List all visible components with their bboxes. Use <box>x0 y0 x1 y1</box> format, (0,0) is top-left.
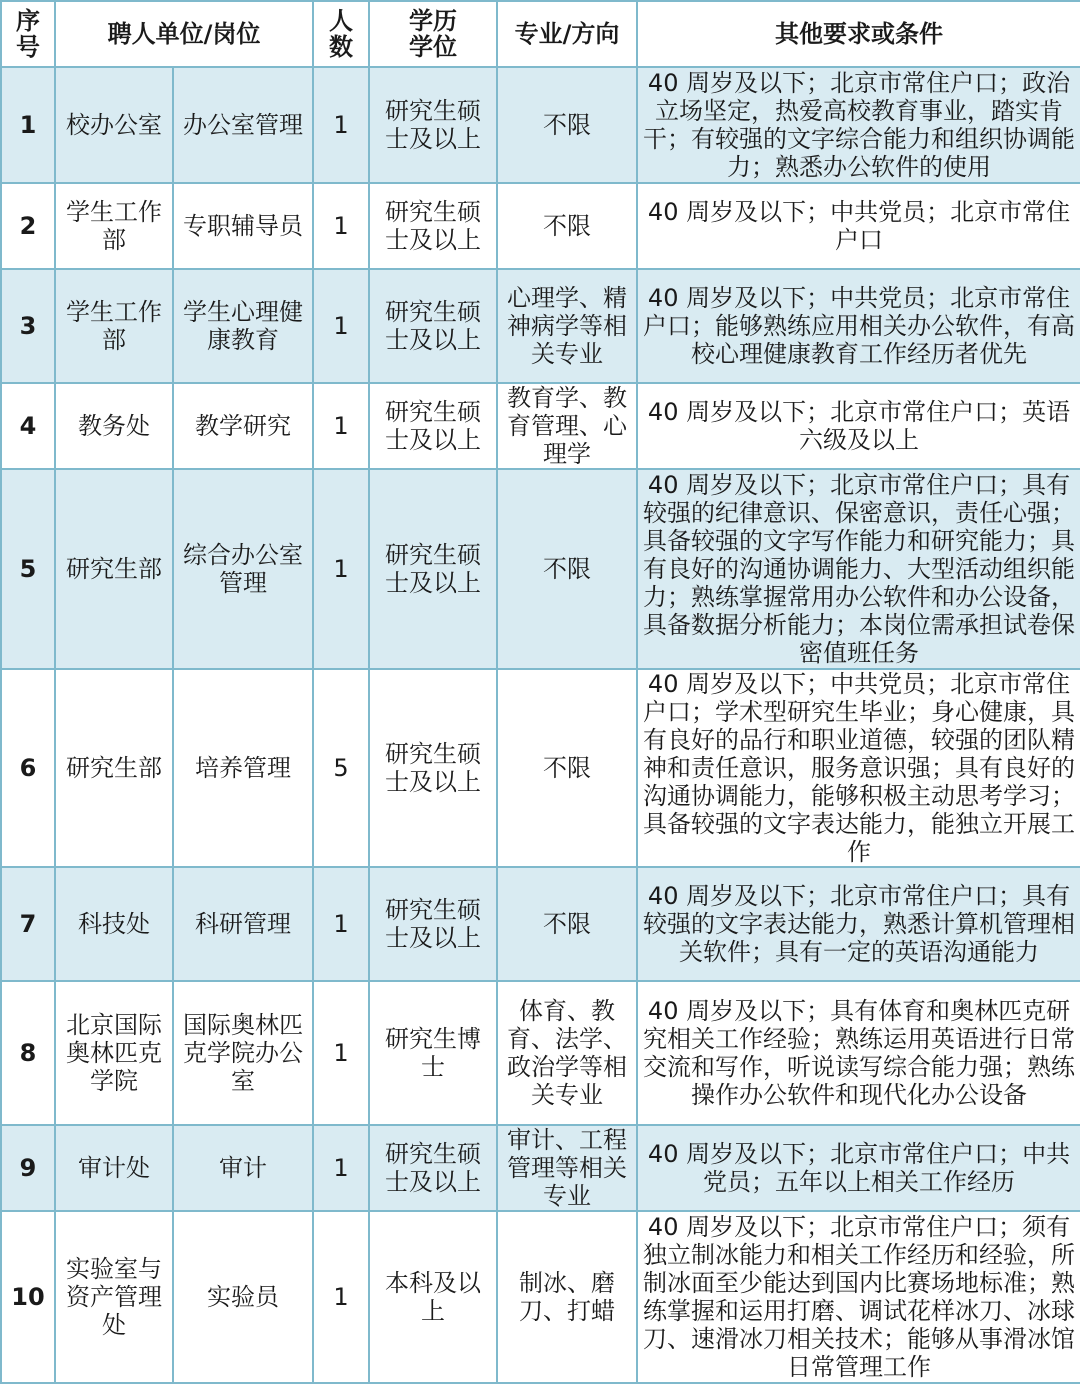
row-count: 1 <box>313 469 369 669</box>
row-index: 10 <box>1 1211 55 1383</box>
header-count: 人数 <box>313 1 369 67</box>
row-major: 不限 <box>497 183 637 269</box>
table-row <box>1 867 1080 981</box>
table-row <box>1 67 1080 183</box>
table-body <box>1 67 1080 1383</box>
row-index: 3 <box>1 269 55 383</box>
row-requirements: 40 周岁及以下；北京市常住户口；具有较强的纪律意识、保密意识，责任心强；具备较强的文字写作能力和研究能力；具有良好的沟通协调能力、大型活动组织能力；熟练掌握常用办公软件和办公设备，具备数据分析能力；本岗位需承担试卷保密值班任务 <box>637 469 1080 669</box>
row-education: 研究生硕士及以上 <box>369 183 497 269</box>
row-count: 1 <box>313 981 369 1125</box>
row-count: 1 <box>313 269 369 383</box>
row-index: 4 <box>1 383 55 469</box>
row-major: 不限 <box>497 67 637 183</box>
row-index: 1 <box>1 67 55 183</box>
table-row <box>1 1125 1080 1211</box>
row-education: 研究生硕士及以上 <box>369 269 497 383</box>
row-education: 研究生硕士及以上 <box>369 469 497 669</box>
row-index: 7 <box>1 867 55 981</box>
row-count: 1 <box>313 1125 369 1211</box>
row-index: 8 <box>1 981 55 1125</box>
row-unit: 校办公室 <box>55 67 173 183</box>
table-row <box>1 469 1080 669</box>
header-education: 学历学位 <box>369 1 497 67</box>
row-major: 不限 <box>497 469 637 669</box>
row-unit: 学生工作部 <box>55 183 173 269</box>
row-education: 研究生硕士及以上 <box>369 67 497 183</box>
row-requirements: 40 周岁及以下；北京市常住户口；具有较强的文字表达能力，熟悉计算机管理相关软件；具有一定的英语沟通能力 <box>637 867 1080 981</box>
row-major: 制冰、磨刀、打蜡 <box>497 1211 637 1383</box>
row-unit: 研究生部 <box>55 469 173 669</box>
row-requirements: 40 周岁及以下；北京市常住户口；英语六级及以上 <box>637 383 1080 469</box>
row-unit: 实验室与资产管理处 <box>55 1211 173 1383</box>
row-index: 2 <box>1 183 55 269</box>
row-unit: 研究生部 <box>55 669 173 867</box>
row-unit: 科技处 <box>55 867 173 981</box>
row-index: 5 <box>1 469 55 669</box>
row-education: 研究生硕士及以上 <box>369 1125 497 1211</box>
row-major: 教育学、教育管理、心理学 <box>497 383 637 469</box>
row-requirements: 40 周岁及以下；北京市常住户口；中共党员；五年以上相关工作经历 <box>637 1125 1080 1211</box>
row-unit: 审计处 <box>55 1125 173 1211</box>
row-major: 体育、教育、法学、政治学等相关专业 <box>497 981 637 1125</box>
row-unit: 北京国际奥林匹克学院 <box>55 981 173 1125</box>
row-requirements: 40 周岁及以下；中共党员；北京市常住户口 <box>637 183 1080 269</box>
row-education: 研究生硕士及以上 <box>369 383 497 469</box>
row-education: 研究生硕士及以上 <box>369 669 497 867</box>
row-major: 心理学、精神病学等相关专业 <box>497 269 637 383</box>
row-position: 办公室管理 <box>173 67 313 183</box>
row-count: 1 <box>313 867 369 981</box>
row-unit: 学生工作部 <box>55 269 173 383</box>
header-row <box>1 1 1080 67</box>
row-position: 综合办公室管理 <box>173 469 313 669</box>
row-major: 审计、工程管理等相关专业 <box>497 1125 637 1211</box>
row-unit: 教务处 <box>55 383 173 469</box>
row-count: 1 <box>313 67 369 183</box>
table-row <box>1 183 1080 269</box>
row-requirements: 40 周岁及以下；具有体育和奥林匹克研究相关工作经验；熟练运用英语进行日常交流和写作，听说读写综合能力强；熟练操作办公软件和现代化办公设备 <box>637 981 1080 1125</box>
table-row <box>1 269 1080 383</box>
row-index: 6 <box>1 669 55 867</box>
header-requirements: 其他要求或条件 <box>637 1 1080 67</box>
row-education: 本科及以上 <box>369 1211 497 1383</box>
row-position: 科研管理 <box>173 867 313 981</box>
row-education: 研究生硕士及以上 <box>369 867 497 981</box>
table-row <box>1 981 1080 1125</box>
row-position: 学生心理健康教育 <box>173 269 313 383</box>
header-major: 专业/方向 <box>497 1 637 67</box>
header-index: 序号 <box>1 1 55 67</box>
header-unit-position: 聘人单位/岗位 <box>55 1 313 67</box>
row-position: 审计 <box>173 1125 313 1211</box>
row-requirements: 40 周岁及以下；北京市常住户口；政治立场坚定，热爱高校教育事业，踏实肯干；有较强的文字综合能力和组织协调能力；熟悉办公软件的使用 <box>637 67 1080 183</box>
row-education: 研究生博士 <box>369 981 497 1125</box>
table-row <box>1 669 1080 867</box>
table-row <box>1 1211 1080 1383</box>
row-count: 1 <box>313 1211 369 1383</box>
row-position: 专职辅导员 <box>173 183 313 269</box>
row-position: 教学研究 <box>173 383 313 469</box>
row-major: 不限 <box>497 867 637 981</box>
row-position: 实验员 <box>173 1211 313 1383</box>
row-requirements: 40 周岁及以下；中共党员；北京市常住户口；能够熟练应用相关办公软件，有高校心理健康教育工作经历者优先 <box>637 269 1080 383</box>
row-count: 1 <box>313 183 369 269</box>
row-position: 培养管理 <box>173 669 313 867</box>
row-count: 1 <box>313 383 369 469</box>
row-count: 5 <box>313 669 369 867</box>
row-index: 9 <box>1 1125 55 1211</box>
row-requirements: 40 周岁及以下；北京市常住户口；须有独立制冰能力和相关工作经历和经验，所制冰面至少能达到国内比赛场地标准；熟练掌握和运用打磨、调试花样冰刀、冰球刀、速滑冰刀相关技术；能够从事滑冰馆日常管理工作 <box>637 1211 1080 1383</box>
row-position: 国际奥林匹克学院办公室 <box>173 981 313 1125</box>
row-major: 不限 <box>497 669 637 867</box>
table-row <box>1 383 1080 469</box>
row-requirements: 40 周岁及以下；中共党员；北京市常住户口；学术型研究生毕业；身心健康，具有良好的品行和职业道德，较强的团队精神和责任意识，服务意识强；具有良好的沟通协调能力，能够积极主动思考学习；具备较强的文字表达能力，能独立开展工作 <box>637 669 1080 867</box>
